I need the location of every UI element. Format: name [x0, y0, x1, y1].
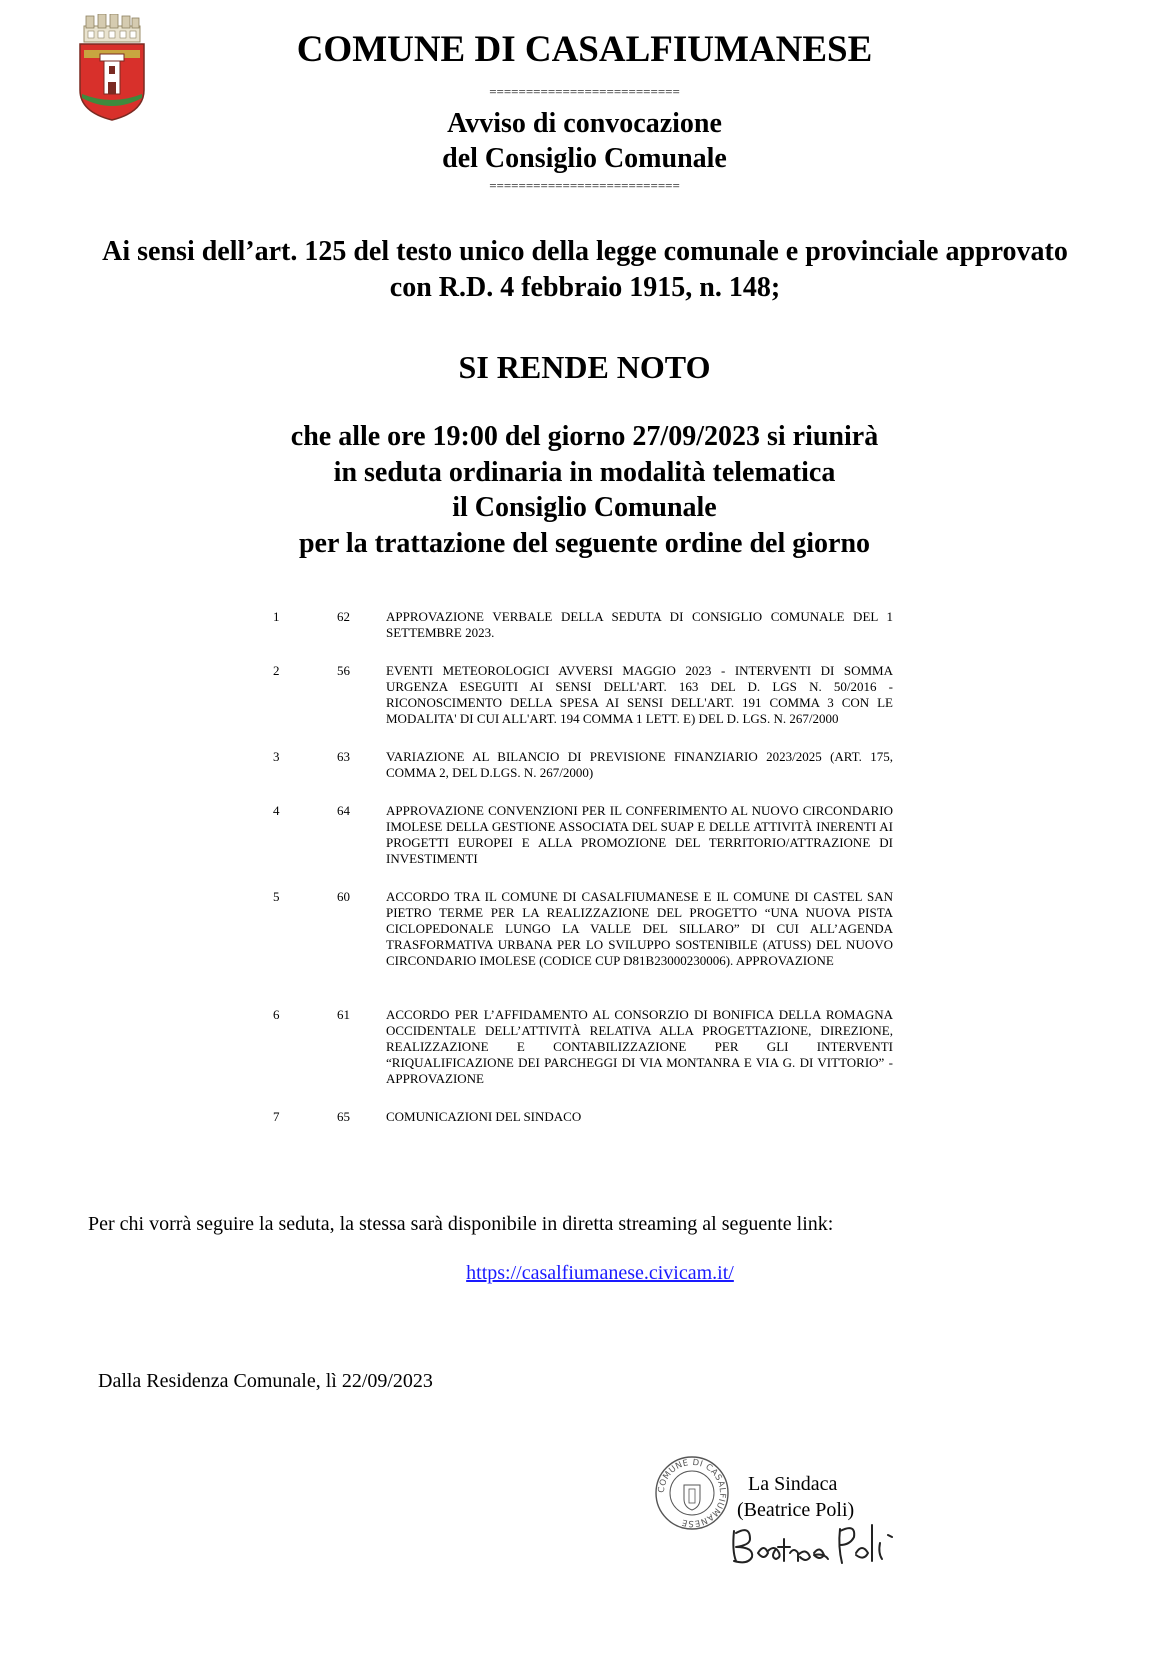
handwritten-signature — [728, 1517, 906, 1569]
agenda-item-code: 65 — [337, 1109, 350, 1124]
agenda-item-number: 1 — [273, 609, 280, 624]
agenda-item-number: 5 — [273, 889, 280, 904]
announcement-line: che alle ore 19:00 del giorno 27/09/2023 si riunirà — [290, 421, 879, 452]
agenda-item-code: 61 — [337, 1007, 350, 1022]
agenda-item-text: VARIAZIONE AL BILANCIO DI PREVISIONE FINANZIARIO 2023/2025 (ART. 175, COMMA 2, DEL D.LGS. N. 267/2000) — [386, 749, 893, 780]
agenda-item-number: 6 — [273, 1007, 280, 1022]
agenda-item-text: APPROVAZIONE CONVENZIONI PER IL CONFERIMENTO AL NUOVO CIRCONDARIO IMOLESE DELLA GESTIONE ASSOCIATA DEL SUAP E DELLE ATTIVITÀ INERENTI AI PROGETTI EUROPEI E ALLA PROMOZIONE DEL TERRITORIO/ATTRAZIONE DI INVESTIMENTI — [386, 803, 893, 866]
stamp-text: COMUNE DI CASALFIUMANESE — [656, 1457, 728, 1529]
legal-reference — [40, 234, 1130, 306]
agenda-item-text: ACCORDO PER L’AFFIDAMENTO AL CONSORZIO DI BONIFICA DELLA ROMAGNA OCCIDENTALE DELL’ATTIVITÀ RELATIVA ALLA PROGETTAZIONE, DIREZIONE, REALIZZAZIONE E CONTABILIZZAZIONE PER GLI INTERVENTI “RIQUALIFICAZIONE DEI PARCHEGGI DI VIA MONTANRA E VIA G. DI VITTORIO” - APPROVAZIONE — [386, 1007, 893, 1086]
agenda-item-code: 63 — [337, 749, 350, 764]
announcement-line: per la trattazione del seguente ordine del giorno — [298, 527, 871, 559]
signatory-role: La Sindaca — [748, 1473, 838, 1495]
agenda-item-text: ACCORDO TRA IL COMUNE DI CASALFIUMANESE E IL COMUNE DI CASTEL SAN PIETRO TERME PER LA REALIZZAZIONE DEL PROGETTO “UNA NUOVA PISTA CICLOPEDONALE LUNGO LA VALLE DEL SILLARO” DI CUI ALL’AGENDA TRASFORMATIVA URBANA PER LO SVILUPPO SOSTENIBILE (ATUSS) DEL NUOVO CIRCONDARIO IMOLESE (CODICE CUP D81B23000230006). APPROVAZIONE — [386, 889, 893, 968]
announcement — [0, 419, 1169, 561]
legal-reference-line: Ai sensi dell’art. 125 del testo unico della legge comunale e provinciale approvato — [102, 236, 1068, 267]
agenda-item-text: APPROVAZIONE VERBALE DELLA SEDUTA DI CONSIGLIO COMUNALE DEL 1 SETTEMBRE 2023. — [386, 609, 893, 640]
agenda-item — [273, 663, 893, 749]
document-subtitle — [0, 106, 1169, 176]
agenda-item-number: 2 — [273, 663, 280, 678]
agenda-item — [273, 889, 893, 991]
agenda-item-number: 7 — [273, 1109, 280, 1124]
agenda-item-code: 56 — [337, 663, 350, 678]
agenda-item — [273, 1109, 893, 1129]
agenda-list — [273, 609, 893, 1129]
agenda-item — [273, 749, 893, 787]
subtitle-line: del Consiglio Comunale — [442, 143, 727, 174]
official-stamp — [654, 1455, 730, 1531]
agenda-item-number: 4 — [273, 803, 280, 818]
agenda-item-text: COMUNICAZIONI DEL SINDACO — [386, 1109, 582, 1124]
announcement-line: in seduta ordinaria in modalità telematica — [333, 456, 836, 488]
agenda-item-text: EVENTI METEOROLOGICI AVVERSI MAGGIO 2023 - INTERVENTI DI SOMMA URGENZA ESEGUITI AI SENSI DELL'ART. 163 DEL D. LGS N. 50/2016 - RICONOSCIMENTO DELLA SPESA AI SENSI DELL'ART. 191 COMMA 3 CON LE MODALITA' DI CUI ALL'ART. 194 COMMA 1 LETT. E) DEL D. LGS. N. 267/2000 — [386, 663, 893, 726]
separator-line: ========================== — [489, 84, 680, 99]
signatory-name: (Beatrice Poli) — [737, 1499, 855, 1521]
agenda-item — [273, 1007, 893, 1093]
document-title: COMUNE DI CASALFIUMANESE — [296, 29, 873, 70]
agenda-item-number: 3 — [273, 749, 280, 764]
agenda-item — [273, 803, 893, 873]
legal-reference-line: con R.D. 4 febbraio 1915, n. 148; — [389, 272, 781, 303]
svg-text:COMUNE DI CASALFIUMANESE — [657, 1458, 727, 1528]
agenda-item — [273, 609, 893, 647]
agenda-item-code: 60 — [337, 889, 350, 904]
streaming-link[interactable]: https://casalfiumanese.civicam.it/ — [466, 1262, 734, 1284]
notice-heading: SI RENDE NOTO — [458, 349, 711, 385]
agenda-item-code: 62 — [337, 609, 350, 624]
place-and-date: Dalla Residenza Comunale, lì 22/09/2023 — [98, 1370, 433, 1392]
separator-line: ========================== — [489, 178, 680, 193]
subtitle-line: Avviso di convocazione — [447, 108, 722, 139]
announcement-line: il Consiglio Comunale — [452, 492, 717, 523]
streaming-info-text: Per chi vorrà seguire la seduta, la stessa sarà disponibile in diretta streaming al seguente link: — [88, 1213, 834, 1235]
agenda-item-code: 64 — [337, 803, 350, 818]
